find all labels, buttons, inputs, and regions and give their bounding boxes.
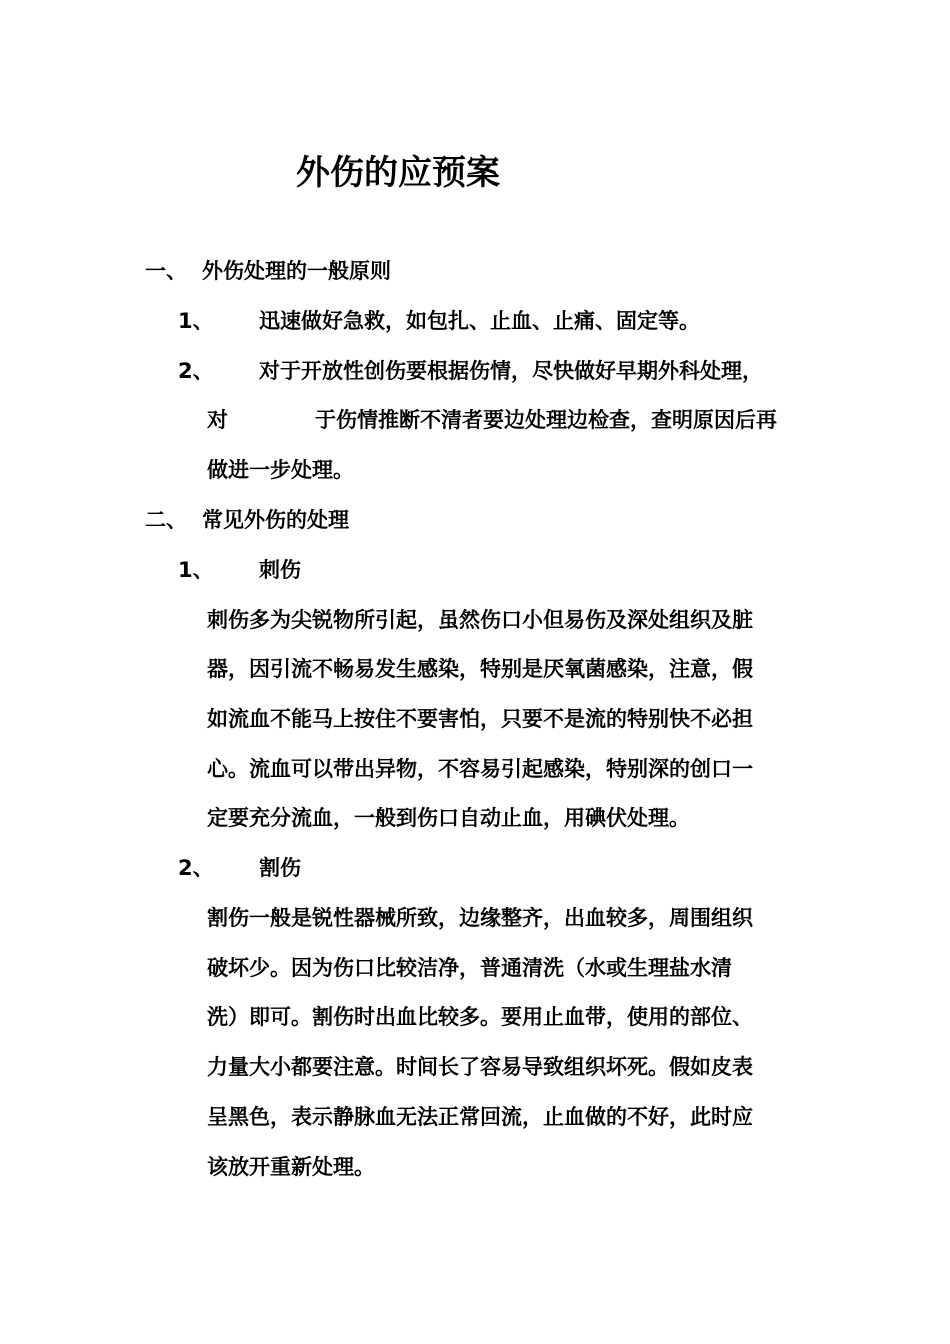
item-label: 割伤 xyxy=(259,856,301,880)
paragraph-line: 割伤一般是锐性器械所致，边缘整齐，出血较多，周围组织 xyxy=(207,906,753,930)
paragraph-line: 力量大小都要注意。时间长了容易导致组织坏死。假如皮表 xyxy=(207,1055,753,1079)
item-text: 迅速做好急救，如包扎、止血、止痛、固定等。 xyxy=(259,309,700,333)
item-text-line-2-lead: 对 xyxy=(207,408,228,432)
item-number: 1、 xyxy=(178,558,214,582)
paragraph-line: 呈黑色，表示静脉血无法正常回流，止血做的不好，此时应 xyxy=(207,1105,753,1129)
paragraph-line: 洗）即可。割伤时出血比较多。要用止血带，使用的部位、 xyxy=(207,1005,753,1029)
document-title: 外伤的应预案 xyxy=(296,153,500,193)
section-2-heading: 常见外伤的处理 xyxy=(202,508,349,532)
section-1-marker: 一、 xyxy=(145,259,187,283)
paragraph-line: 刺伤多为尖锐物所引起，虽然伤口小但易伤及深处组织及脏 xyxy=(207,608,753,632)
paragraph-line: 如流血不能马上按住不要害怕，只要不是流的特别快不必担 xyxy=(207,707,753,731)
item-text-line-3: 做进一步处理。 xyxy=(207,458,354,482)
section-1-heading: 外伤处理的一般原则 xyxy=(202,259,391,283)
section-2-marker: 二、 xyxy=(145,508,187,532)
item-number: 1、 xyxy=(178,309,214,333)
item-number: 2、 xyxy=(178,359,214,383)
item-text-line-2: 于伤情推断不清者要边处理边检查，查明原因后再 xyxy=(315,408,777,432)
paragraph-line: 定要充分流血，一般到伤口自动止血，用碘伏处理。 xyxy=(207,806,690,830)
item-number: 2、 xyxy=(178,856,214,880)
item-text-line-1: 对于开放性创伤要根据伤情，尽快做好早期外科处理， xyxy=(259,359,763,383)
paragraph-line: 心。流血可以带出异物，不容易引起感染，特别深的创口一 xyxy=(207,757,753,781)
paragraph-line: 该放开重新处理。 xyxy=(207,1155,375,1179)
paragraph-line: 破坏少。因为伤口比较洁净，普通清洗（水或生理盐水清 xyxy=(207,956,732,980)
item-label: 刺伤 xyxy=(259,558,301,582)
paragraph-line: 器，因引流不畅易发生感染，特别是厌氧菌感染，注意，假 xyxy=(207,657,753,681)
